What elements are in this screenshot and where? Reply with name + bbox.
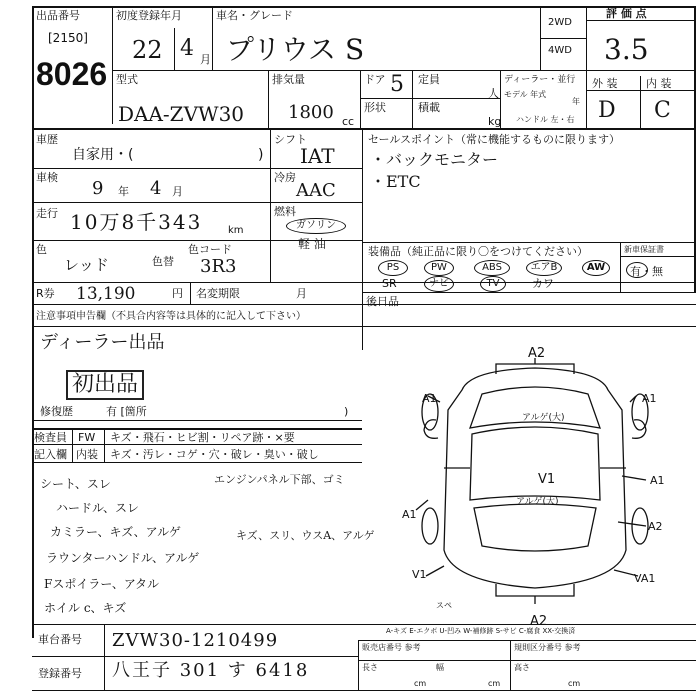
history-close: ): [258, 147, 264, 163]
diagram-mark-spare: スペ: [436, 601, 452, 610]
equipment-leather: カワ: [532, 277, 554, 290]
car-roof: [470, 427, 600, 500]
lot-number: 8026: [36, 56, 108, 92]
divider: [32, 444, 362, 445]
diagram-legend: A-キズ E-エクボ U-凹み W-補修跡 S-サビ C-腐食 XX-交換済: [386, 627, 576, 635]
divider: [32, 128, 696, 130]
height-label: 高さ: [514, 663, 530, 672]
inspector-right-note-1: エンジンパネル下部、ゴミ: [214, 473, 345, 486]
ac: AAC: [296, 180, 336, 201]
history-label: 車歴: [36, 133, 58, 146]
left-border: [32, 6, 34, 638]
divider: [358, 640, 359, 690]
shape-label: 形状: [364, 101, 386, 114]
length-label: 長さ: [362, 663, 378, 672]
kg-unit: kg: [488, 115, 502, 128]
inspection-month-unit: 月: [172, 185, 183, 198]
divider: [104, 430, 105, 462]
segment-label: 規則区分番号 参考: [514, 643, 581, 652]
cc-unit: cc: [342, 115, 355, 128]
divider: [32, 202, 362, 203]
divider: [270, 130, 271, 282]
inspector-line-2: ハードル、スレ: [56, 501, 140, 515]
top-border: [32, 6, 696, 8]
width-label: 幅: [436, 663, 444, 672]
inspector-fw: FW: [78, 431, 96, 444]
notes-stamp: 初出品: [66, 370, 144, 400]
divider: [32, 690, 696, 691]
car-name-label: 車名・グレード: [216, 9, 293, 22]
score-label: 評 価 点: [606, 7, 647, 20]
divider: [32, 624, 696, 625]
registration-label: 登録番号: [38, 667, 82, 680]
exterior-label: 外 装: [592, 77, 618, 90]
diagram-mark-right-door: A1: [650, 474, 665, 487]
divider: [32, 326, 696, 327]
divider: [586, 6, 587, 128]
divider: [620, 242, 621, 292]
divider: [32, 168, 362, 169]
mileage-value: 10万8千343: [70, 210, 203, 234]
inspector-interior: 内装: [76, 448, 98, 461]
diagram-mark-front-left: A1: [422, 392, 437, 405]
interior-grade: C: [654, 98, 671, 123]
score: 3.5: [604, 33, 649, 66]
diagram-mark-left-door: A1: [402, 508, 417, 521]
recycle-unit: 円: [172, 287, 183, 300]
equipment-navi: ナビ: [424, 276, 454, 292]
title-month-unit: 月: [296, 287, 307, 300]
equipment-ps: PS: [378, 260, 408, 276]
sales-points-label: セールスポイント（常に機能するものに限ります）: [368, 133, 621, 146]
shift: IAT: [300, 144, 335, 168]
length-cm: cm: [414, 679, 427, 688]
divider: [360, 98, 500, 99]
divider: [510, 640, 511, 690]
record-label: 記入欄: [34, 448, 67, 461]
divider: [362, 292, 696, 293]
recycle-label: R券: [36, 287, 55, 300]
color-label: 色: [36, 243, 47, 256]
divider: [32, 462, 362, 463]
divider: [190, 282, 191, 304]
divider: [268, 70, 269, 128]
diagram-mark-front: A2: [528, 346, 546, 361]
inspector-line-1: シート、スレ: [40, 477, 111, 491]
inspector-line-3: カミラー、キズ、アルゲ: [50, 525, 181, 539]
divider: [112, 70, 696, 71]
divider: [586, 90, 696, 91]
divider: [586, 20, 696, 21]
divider: [32, 282, 696, 283]
first-reg-label: 初度登録年月: [116, 9, 182, 22]
inspection-label: 車検: [36, 171, 58, 184]
doors-label: ドア: [364, 73, 386, 86]
rear-seat-label: 後日品: [366, 295, 399, 308]
repair-close: ): [344, 405, 349, 418]
equipment-sr: SR: [382, 277, 397, 290]
divider: [112, 6, 113, 124]
history-value: 自家用・(: [72, 147, 134, 163]
equipment-airbag: エアB: [526, 260, 562, 276]
dealer-no-label: 販売店番号 参考: [362, 643, 421, 652]
first-reg-year: 22: [132, 36, 163, 64]
inspector-fw-items: キズ・飛石・ヒビ割・リペア跡・×要: [110, 431, 295, 444]
displacement: 1800: [288, 102, 334, 123]
lot-label: 出品番号: [36, 9, 80, 22]
car-name: プリウス S: [226, 33, 365, 66]
interior-label: 内 装: [646, 77, 672, 90]
repair-value: 有 [箇所: [106, 405, 147, 418]
handle-label: ハンドル 左・右: [516, 115, 575, 124]
divider: [212, 6, 213, 70]
registration-value: 八王子 301 す 6418: [112, 660, 310, 681]
lot-code: [2150]: [48, 31, 88, 45]
diagram-mark-hood: アルゲ(大): [522, 413, 565, 423]
sales-point-2: ・ETC: [370, 172, 421, 191]
divider: [32, 304, 696, 305]
doors: 5: [390, 72, 404, 97]
width-cm: cm: [488, 679, 501, 688]
diagram-mark-rear: A2: [530, 614, 548, 629]
month-unit: 月: [200, 53, 211, 66]
divider: [412, 70, 413, 128]
sales-point-1: ・バックモニター: [370, 150, 499, 169]
warranty-label: 新車保証書: [624, 245, 664, 254]
fuel-gasoline-circle: ガソリン: [286, 218, 346, 234]
dealer-label: ディーラー・並行: [504, 75, 576, 85]
inspector-right-note-2: キズ、スリ、ウスA、アルゲ: [236, 529, 375, 542]
equipment-pw: PW: [424, 260, 454, 276]
fuel-light-oil: 軽 油: [298, 237, 326, 251]
recycle-value: 13,190: [76, 284, 136, 304]
diagram-mark-right-rear: A2: [648, 520, 663, 533]
exterior-grade: D: [598, 98, 616, 123]
person-unit: 人: [488, 87, 499, 100]
color-value: レッド: [64, 256, 109, 274]
divider: [362, 242, 696, 243]
ac-label: 冷房: [274, 171, 296, 184]
divider: [360, 70, 361, 128]
equipment-tv: TV: [480, 276, 506, 292]
diagram-mark-roof-dent: アルゲ(大): [516, 497, 559, 507]
equipment-label: 装備品（純正品に限り〇をつけてください）: [368, 245, 588, 258]
title-label: 名変期限: [196, 287, 240, 300]
drive-2wd: 2WD: [548, 17, 572, 28]
notes-line1: ディーラー出品: [40, 332, 165, 353]
inspector-interior-items: キズ・汚レ・コゲ・穴・破レ・臭い・破し: [110, 448, 319, 461]
divider: [640, 76, 641, 128]
chassis-label: 車台番号: [38, 633, 82, 646]
car-damage-diagram: [400, 350, 670, 610]
inspector-line-6: ホイル c、キズ: [44, 601, 127, 615]
divider: [104, 624, 105, 690]
diagram-mark-rear-right: VA1: [634, 572, 656, 585]
divider: [32, 656, 358, 657]
color-code-label: 色コード: [188, 243, 232, 256]
inspector-label: 検査員: [34, 431, 67, 444]
chassis-value: ZVW30-1210499: [112, 630, 279, 651]
divider: [32, 420, 362, 421]
repair-label: 修復歴: [40, 405, 73, 418]
car-rear-window: [474, 504, 596, 551]
capacity-label: 定員: [418, 73, 440, 86]
divider: [32, 428, 362, 430]
divider: [174, 28, 175, 70]
displacement-label: 排気量: [272, 73, 305, 86]
model-year-label: モデル 年式: [504, 90, 547, 99]
model: DAA-ZVW30: [118, 102, 245, 126]
right-border: [694, 242, 696, 292]
diagram-mark-front-right: A1: [642, 392, 657, 405]
shift-label: シフト: [274, 133, 307, 146]
right-border: [694, 6, 696, 246]
year-unit: 年: [572, 97, 580, 106]
diagram-mark-roof: V1: [538, 472, 556, 487]
inspector-line-5: Fスポイラー、アタル: [44, 577, 160, 591]
inspection-year-unit: 年: [118, 185, 129, 198]
equipment-aw: AW: [582, 260, 610, 276]
rear-bumper: [496, 584, 574, 596]
divider: [72, 430, 73, 462]
height-cm: cm: [568, 679, 581, 688]
model-label: 型式: [116, 73, 138, 86]
equipment-abs: ABS: [474, 260, 510, 276]
divider: [540, 38, 586, 39]
inspection-year: 9: [92, 178, 104, 199]
divider: [620, 256, 696, 257]
divider: [362, 130, 363, 350]
warranty-circle: [626, 262, 648, 278]
fuel-label: 燃料: [274, 205, 296, 218]
drive-4wd: 4WD: [548, 45, 572, 56]
front-bumper: [496, 364, 574, 374]
load-label: 積載: [418, 101, 440, 114]
mileage-unit: km: [228, 225, 244, 236]
color-code: 3R3: [200, 256, 237, 277]
first-reg-month: 4: [180, 36, 194, 61]
diagram-mark-rear-left: V1: [412, 568, 427, 581]
divider: [358, 640, 696, 641]
inspection-month: 4: [150, 178, 162, 199]
wheel-rear-left: [422, 508, 438, 544]
mileage-label: 走行: [36, 207, 58, 220]
divider: [358, 660, 696, 661]
color-hue-label: 色替: [152, 255, 174, 268]
inspector-line-4: ラウンターハンドル、アルゲ: [46, 551, 200, 565]
notes-label: 注意事項申告欄（不具合内容等は具体的に記入して下さい）: [36, 311, 306, 322]
warranty-value: 有・無: [630, 265, 663, 278]
